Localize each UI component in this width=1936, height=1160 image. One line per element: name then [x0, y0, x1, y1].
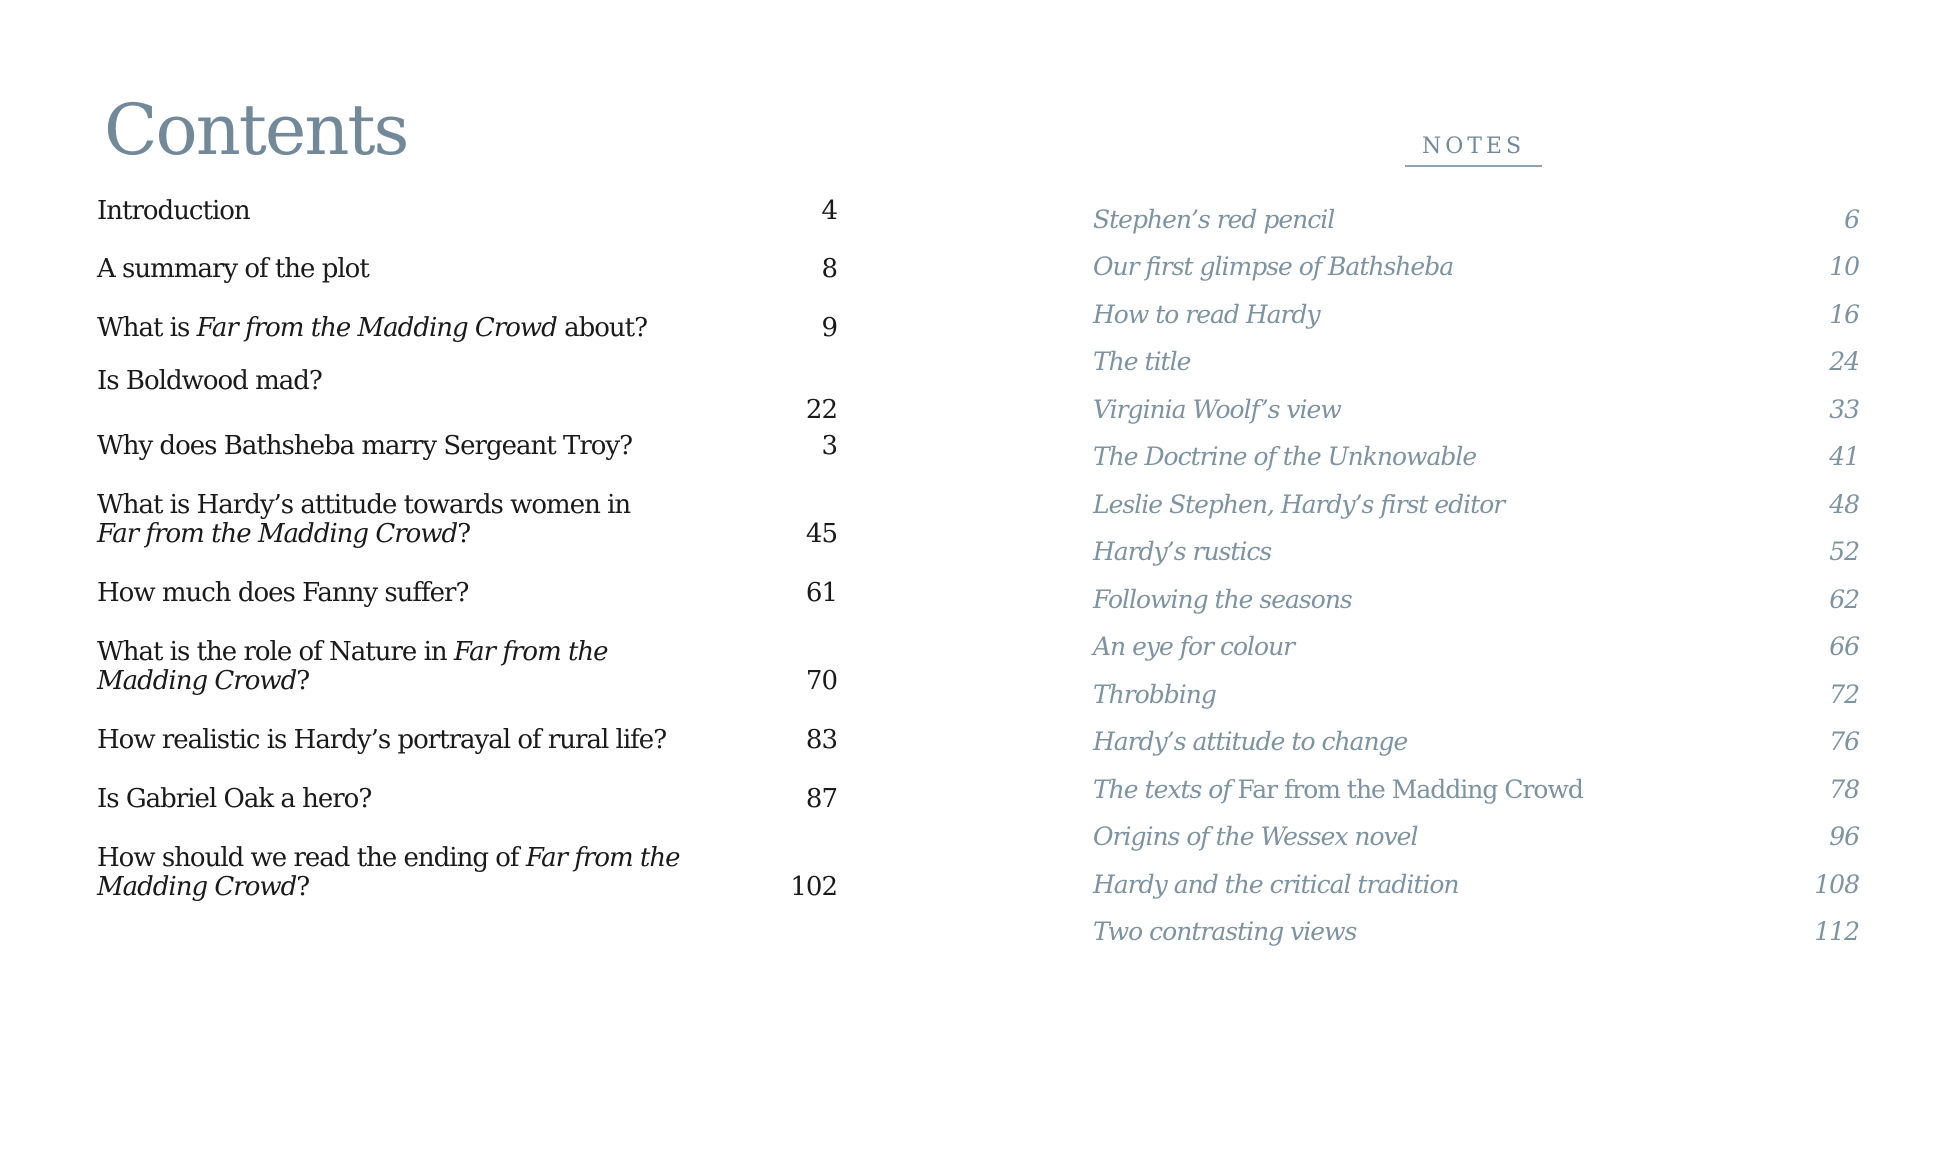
- note-item-page: 33: [1829, 395, 1859, 424]
- note-item-page: 24: [1829, 347, 1859, 376]
- notes-heading: NOTES: [1405, 134, 1542, 167]
- note-item[interactable]: [1093, 580, 1859, 620]
- contents-item-page: 9: [821, 313, 837, 343]
- note-item-title: Virginia Woolf’s view: [1093, 395, 1341, 424]
- contents-item[interactable]: [97, 197, 837, 226]
- note-item-title: Throbbing: [1093, 680, 1216, 709]
- note-item[interactable]: [1093, 770, 1859, 810]
- note-item-page: 48: [1829, 490, 1859, 519]
- note-item-title: Hardy and the critical tradition: [1093, 870, 1459, 899]
- contents-item-title: How much does Fanny suffer?: [97, 578, 469, 608]
- contents-item-page: 45: [805, 519, 837, 549]
- note-item-title: The title: [1093, 347, 1191, 376]
- note-item[interactable]: [1093, 912, 1859, 952]
- note-item-title: Our first glimpse of Bathsheba: [1093, 252, 1454, 281]
- contents-item[interactable]: [97, 367, 837, 425]
- note-item[interactable]: [1093, 485, 1859, 525]
- note-item[interactable]: [1093, 817, 1859, 857]
- note-item-page: 52: [1829, 537, 1859, 566]
- note-item-title: The texts of Far from the Madding Crowd: [1093, 775, 1583, 804]
- contents-item-title: Why does Bathsheba marry Sergeant Troy?: [97, 431, 633, 461]
- note-item-page: 76: [1829, 727, 1859, 756]
- note-item[interactable]: [1093, 437, 1859, 477]
- note-item-title: An eye for colour: [1093, 632, 1295, 661]
- note-item-page: 112: [1814, 917, 1859, 946]
- note-item[interactable]: [1093, 722, 1859, 762]
- note-item-title: Two contrasting views: [1093, 917, 1357, 946]
- contents-item-page: 83: [805, 725, 837, 755]
- contents-item-title: Is Boldwood mad?: [97, 366, 322, 396]
- contents-item-title: What is the role of Nature in Far from the Madding Crowd?: [97, 637, 608, 696]
- note-item-page: 10: [1829, 252, 1859, 281]
- contents-item-title: Introduction: [97, 196, 250, 226]
- contents-item[interactable]: [97, 255, 837, 284]
- note-item-title: Following the seasons: [1093, 585, 1352, 614]
- contents-item-title: What is Hardy’s attitude towards women in Far from the Madding Crowd?: [97, 490, 631, 549]
- note-item[interactable]: [1093, 532, 1859, 572]
- note-item-title: The Doctrine of the Unknowable: [1093, 442, 1477, 471]
- note-item[interactable]: [1093, 200, 1859, 240]
- contents-item-title: What is Far from the Madding Crowd about?: [97, 313, 648, 343]
- note-item[interactable]: [1093, 627, 1859, 667]
- contents-item[interactable]: [97, 638, 837, 696]
- contents-item-title: Is Gabriel Oak a hero?: [97, 784, 372, 814]
- contents-item-page: 8: [821, 254, 837, 284]
- note-item[interactable]: [1093, 675, 1859, 715]
- note-item-title: Hardy’s rustics: [1093, 537, 1272, 566]
- note-item-title: Stephen’s red pencil: [1093, 205, 1335, 234]
- contents-item-page: 70: [805, 666, 837, 696]
- contents-item-page: 3: [821, 431, 837, 461]
- note-item-title: Origins of the Wessex novel: [1093, 822, 1418, 851]
- contents-item[interactable]: [97, 432, 837, 461]
- contents-item[interactable]: [97, 579, 837, 608]
- note-item-page: 108: [1814, 870, 1859, 899]
- note-item-title: How to read Hardy: [1093, 300, 1320, 329]
- note-item-page: 16: [1829, 300, 1859, 329]
- note-item-page: 6: [1844, 205, 1859, 234]
- note-item-page: 41: [1829, 442, 1859, 471]
- note-item-page: 72: [1829, 680, 1859, 709]
- contents-item-page: 22: [805, 395, 837, 425]
- contents-item[interactable]: [97, 491, 837, 549]
- note-item-page: 78: [1829, 775, 1859, 804]
- note-item-page: 66: [1829, 632, 1859, 661]
- contents-item-page: 102: [790, 872, 837, 902]
- note-item-title: Leslie Stephen, Hardy’s first editor: [1093, 490, 1505, 519]
- note-item[interactable]: [1093, 342, 1859, 382]
- contents-item-page: 87: [805, 784, 837, 814]
- contents-item-title: A summary of the plot: [97, 254, 369, 284]
- note-item-page: 62: [1829, 585, 1859, 614]
- note-item[interactable]: [1093, 390, 1859, 430]
- contents-item-page: 4: [821, 196, 837, 226]
- contents-item-page: 61: [805, 578, 837, 608]
- contents-item[interactable]: [97, 726, 837, 755]
- contents-item[interactable]: [97, 844, 837, 902]
- note-item[interactable]: [1093, 295, 1859, 335]
- contents-item[interactable]: [97, 785, 837, 814]
- contents-item[interactable]: [97, 314, 837, 343]
- note-item[interactable]: [1093, 247, 1859, 287]
- contents-item-title: How should we read the ending of Far from the Madding Crowd?: [97, 843, 680, 902]
- page-title: Contents: [104, 89, 408, 171]
- note-item-page: 96: [1829, 822, 1859, 851]
- note-item-title: Hardy’s attitude to change: [1093, 727, 1408, 756]
- contents-item-title: How realistic is Hardy’s portrayal of rural life?: [97, 725, 667, 755]
- note-item[interactable]: [1093, 865, 1859, 905]
